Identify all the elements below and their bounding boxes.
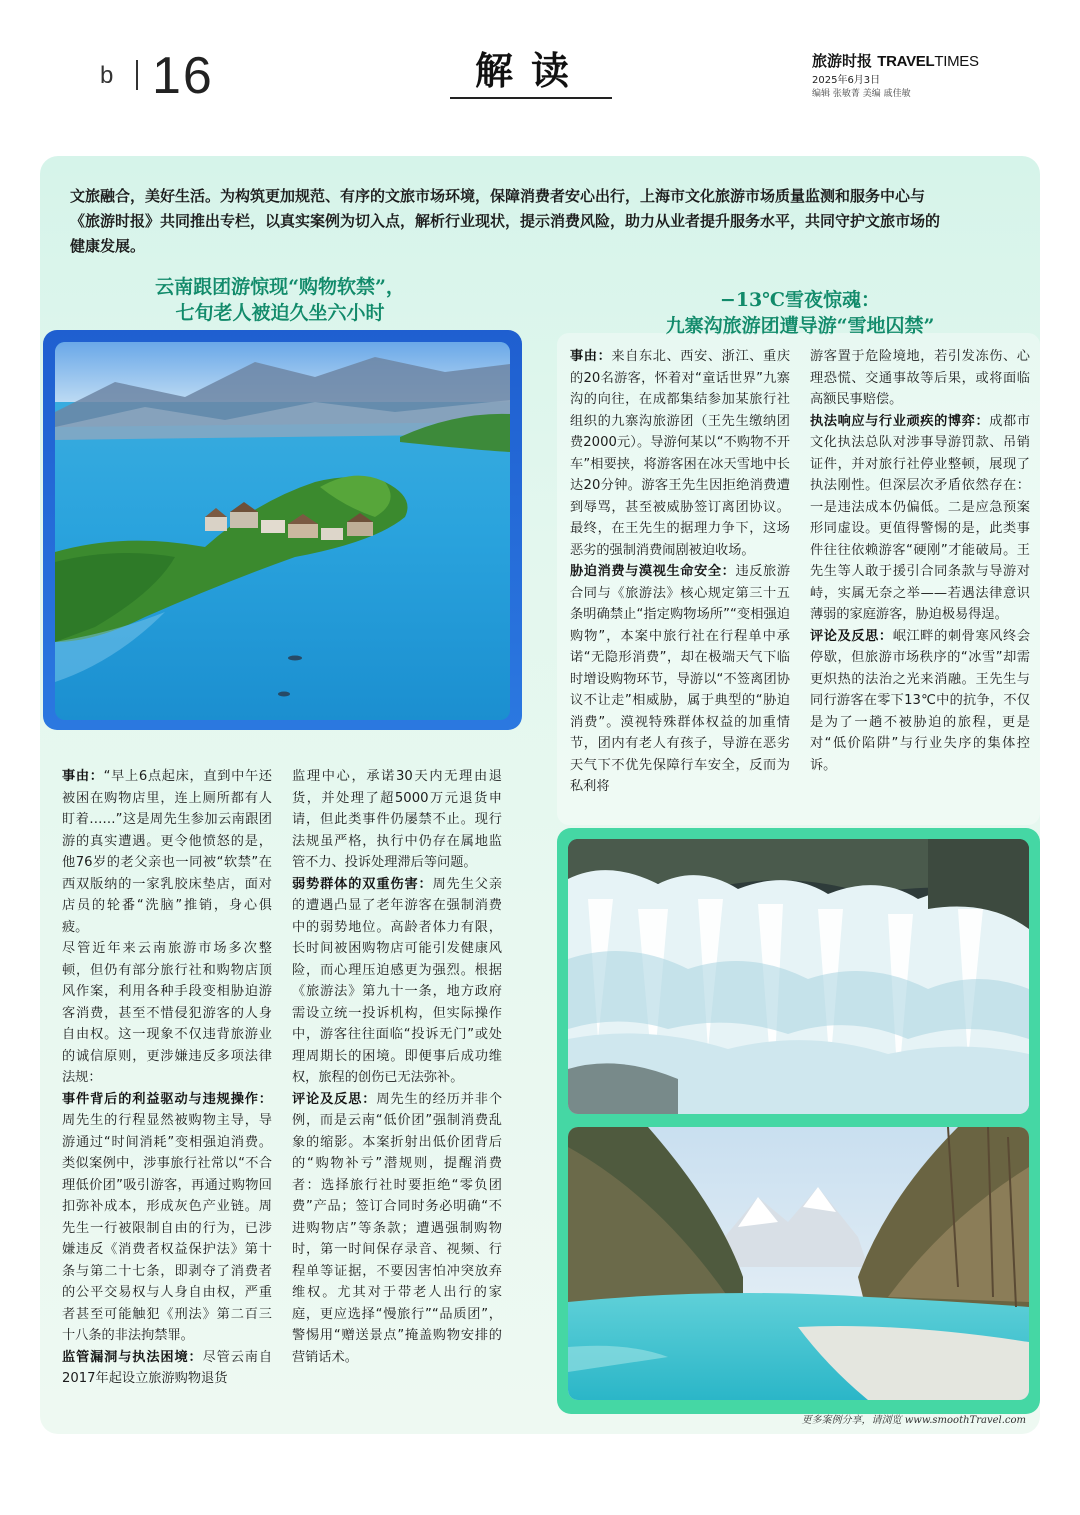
left-headline-line-1: 云南跟团游惊现“购物软禁”， [155,276,405,298]
right-para-2 [570,561,790,798]
left-para-2-text: 尽管近年来云南旅游市场多次整顿，但仍有部分旅行社和购物店顶风作案，利用各种手段变相胁迫游客消费，甚至不惜侵犯游客的人身自由权。这一现象不仅违背旅游业的诚信原则，更涉嫌违反多项法律法规： [62,941,272,1085]
left-headline-line-2: 七旬老人被迫久坐六小时 [175,302,385,324]
left-para-3 [62,1089,272,1347]
right-story-column-2 [810,346,1030,776]
left-para-3-label: 事件背后的利益驱动与违规操作： [62,1091,272,1107]
page-divider [136,60,138,90]
right-story-column-1 [570,346,790,798]
right-para-1-label: 事由： [570,349,612,364]
lake-peninsula-photo [55,342,510,720]
right-para-3-text: 游客置于危险境地，若引发冻伤、心理恐慌、交通事故等后果，或将面临高额民事赔偿。 [810,349,1030,407]
section-title: 解读 [474,49,587,93]
right-para-5-text: 岷江畔的刺骨寒风终会停歇，但旅游市场秩序的“冰雪”却需更炽热的法治之光来消融。王先生与同行游客在零下13℃中的抗争，不仅是为了一趟不被胁迫的旅程，更是对“低价陷阱”与行业失序的集体控诉。 [810,628,1031,773]
issue-date: 2025年6月3日 [812,75,881,86]
left-para-1-label: 事由： [62,769,104,784]
left-para-1 [62,766,272,938]
left-para-6 [292,874,502,1089]
left-para-5-text: 监理中心，承诺30天内无理由退货，并处理了超5000万元退货申请，但此类事件仍屡禁不止。现行法规虽严格，执行中仍存在属地监管不力、投诉处理滞后等问题。 [292,769,502,870]
newspaper-name [812,50,979,71]
left-para-3-text: 周先生的行程显然被购物主导，导游通过“时间消耗”变相强迫消费。类似案例中，涉事旅行社常以“不合理低价团”吸引游客，再通过购物回扣弥补成本，形成灰色产业链。周先生一行被限制自由的行为，已涉嫌违反《消费者权益保护法》第十条与第二十七条，即剥夺了消费者的公平交易权与人身自由权，严重者甚至可能触犯《刑法》第二百三十八条的非法拘禁罪。 [62,1113,272,1343]
left-para-5 [292,766,502,874]
right-para-2-label: 胁迫消费与漠视生命安全： [570,564,736,579]
newspaper-name-cn: 旅游时报 [812,52,873,70]
right-para-4 [810,411,1030,626]
editor-credits: 编辑 张敏菁 美编 戚佳敏 [812,89,911,99]
left-para-4 [62,1347,272,1390]
right-para-5-label: 评论及反思： [810,628,893,644]
left-para-7 [292,1089,502,1369]
left-para-2 [62,938,272,1089]
right-headline-line-1: −13℃雪夜惊魂： [719,289,881,311]
left-para-7-text: 周先生的经历并非个例，而是云南“低价团”强制消费乱象的缩影。本案折射出低价团背后的“购物补亏”潜规则，提醒消费者：选择旅行社时要拒绝“零负团费”产品；签订合同时务必明确“不进购物店”等条款；遭遇强制购物时，第一时间保存录音、视频、行程单等证据，不要因害怕冲突放弃维权。尤其对于带老人出行的家庭，更应选择“慢旅行”“品质团”，警惕用“赠送景点”掩盖购物安排的营销话术。 [292,1091,503,1365]
frozen-waterfall-photo [568,839,1029,1114]
right-headline-line-2: 九寨沟旅游团遭导游“雪地囚禁” [665,315,935,337]
right-para-3 [810,346,1030,411]
left-headline [120,274,440,326]
left-para-1-text: “早上6点起床，直到中午还被困在购物店里，连上厕所都有人盯着……”这是周先生参加云南跟团游的真实遭遇。更令他愤怒的是，他76岁的老父亲也一同被“软禁”在西双版纳的一家乳胶床垫店，面对店员的轮番“洗脑”推销，身心俱疲。 [62,769,272,935]
left-story-column-1 [62,766,272,1390]
column-intro: 文旅融合，美好生活。为构筑更加规范、有序的文旅市场环境，保障消费者安心出行，上海市文化旅游市场质量监测和服务中心与《旅游时报》共同推出专栏，以真实案例为切入点，解析行业现状，提示消费风险，助力从业者提升服务水平，共同守护文旅市场的健康发展。 [70,187,941,255]
right-para-1-text: 来自东北、西安、浙江、重庆的20名游客，怀着对“童话世界”九寨沟的向往，在成都集结参加某旅行社组织的九寨沟旅游团（王先生缴纳团费2000元）。导游何某以“不购物不开车”相要挟，将游客困在冰天雪地中长达20分钟。游客王先生因拒绝消费遭到辱骂，甚至被威胁签订离团协议。最终，在王先生的据理力争下，这场恶劣的强制消费闹剧被迫收场。 [570,349,791,558]
left-para-6-text: 周先生父亲的遭遇凸显了老年游客在强制消费中的弱势地位。高龄者体力有限，长时间被困购物店可能引发健康风险，而心理压迫感更为强烈。根据《旅游法》第九十一条，地方政府需设立统一投诉机构，但实际操作中，游客往往面临“投诉无门”或处理周期长的困境。即便事后成功维权，旅程的创伤已无法弥补。 [292,876,503,1085]
newspaper-name-en-bold: TRAVEL [877,53,935,70]
left-story-column-2 [292,766,502,1368]
right-para-5 [810,626,1030,777]
right-para-1 [570,346,790,561]
turquoise-lake-valley-photo [568,1127,1029,1400]
page-letter: b [100,62,116,89]
right-para-4-text: 成都市文化执法总队对涉事导游罚款、吊销证件，并对旅行社停业整顿，展现了执法刚性。但深层次矛盾依然存在：一是违法成本仍偏低。二是应急预案形同虚设。更值得警惕的是，此类事件往往依赖游客“硬刚”才能破局。王先生等人敢于援引合同条款与导游对峙，实属无奈之举——若遇法律意识薄弱的家庭游客，胁迫极易得逞。 [810,413,1031,622]
page-number: 16 [152,47,214,105]
more-cases-credit: 更多案例分享，请浏览 www.smoothTravel.com [801,1415,1026,1426]
right-headline [600,287,1000,339]
right-para-2-text: 违反旅游合同与《旅游法》核心规定第三十五条明确禁止“指定购物场所”“变相强迫购物”，本案中旅行社在行程单中承诺“无隐形消费”，却在极端天气下临时增设购物环节，导游以“不签离团协议不让走”相威胁，属于典型的“胁迫消费”。漠视特殊群体权益的加重情节，团内有老人有孩子，导游在恶劣天气下不优先保障行车安全，反而为私利将 [570,564,791,794]
section-underline [450,97,612,99]
left-para-4-text: 尽管云南自2017年起设立旅游购物退货 [62,1349,273,1386]
left-para-7-label: 评论及反思： [292,1091,377,1107]
left-para-4-label: 监管漏洞与执法困境： [62,1349,203,1365]
right-para-4-label: 执法响应与行业顽疾的博弈： [810,413,990,429]
left-para-6-label: 弱势群体的双重伤害： [292,876,433,892]
newspaper-name-en-regular: TIMES [934,53,979,70]
